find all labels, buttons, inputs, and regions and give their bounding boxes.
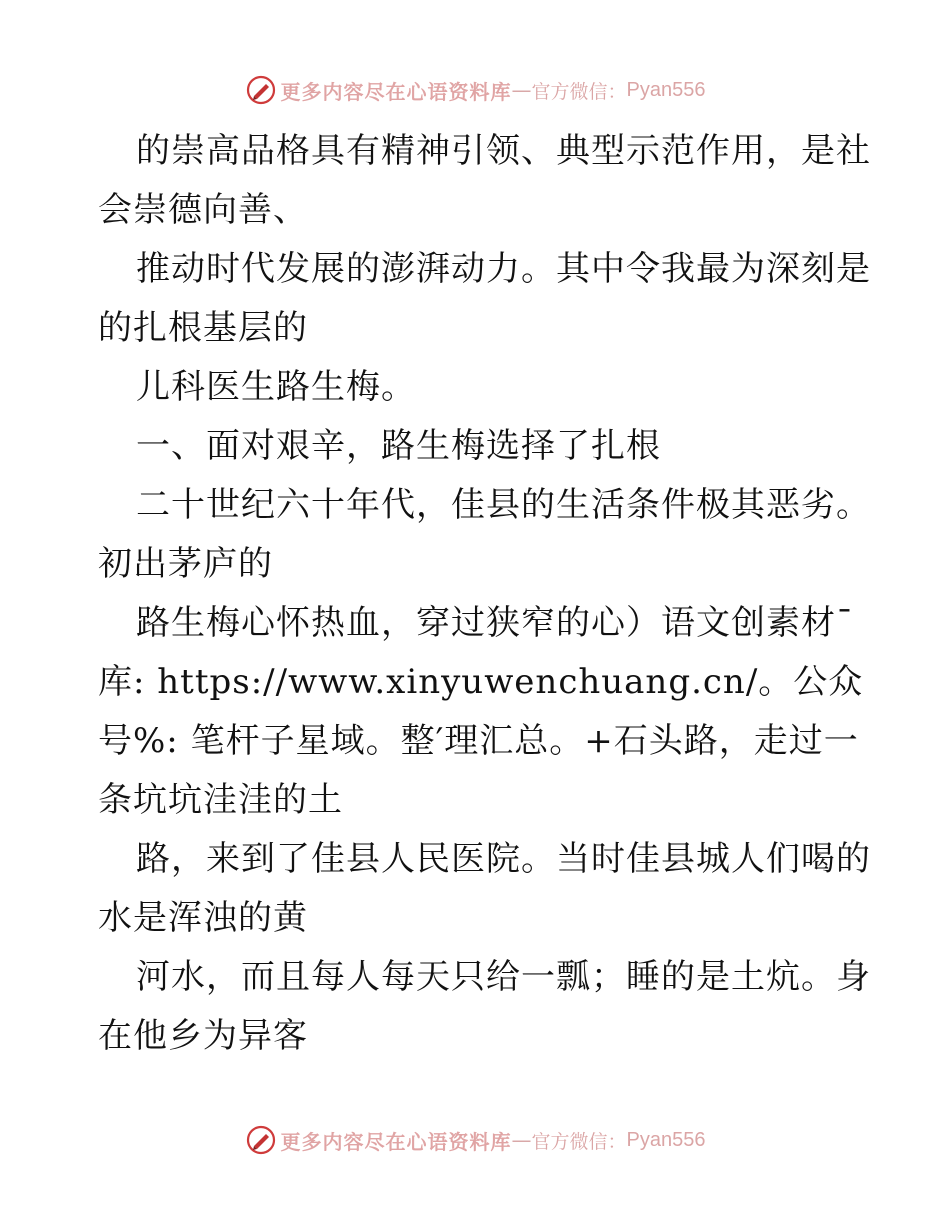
text-line: 水是浑浊的黄: [98, 898, 308, 938]
text-line: 号%: 笔杆子星域。整′理汇总。+石头路，走过一: [98, 721, 859, 761]
text-line: 推动时代发展的澎湃动力。其中令我最为深刻是: [136, 249, 871, 289]
text-line: 路生梅心怀热血，穿过狭窄的心）语文创素材¯: [136, 603, 854, 643]
text-line: 路，来到了佳县人民医院。当时佳县城人们喝的: [136, 839, 871, 879]
watermark-brand: 更多内容尽在心语资料库: [280, 79, 512, 104]
pen-logo-icon: [245, 74, 277, 106]
watermark-separator: —: [511, 1128, 532, 1152]
text-line: 二十世纪六十年代，佳县的生活条件极其恶劣。: [136, 485, 871, 525]
text-line: 的扎根基层的: [98, 308, 308, 348]
text-line: 河水，而且每人每天只给一瓢；睡的是土炕。身: [136, 957, 871, 997]
text-line: 会崇德向善、: [98, 190, 308, 230]
watermark-separator: —: [511, 78, 532, 102]
text-line: 的崇高品格具有精神引领、典型示范作用，是社: [136, 131, 871, 171]
document-body: [98, 122, 871, 1066]
text-line: 在他乡为异客: [98, 1016, 308, 1056]
watermark-contact-label: 官方微信：: [531, 1130, 627, 1153]
text-line: 儿科医生路生梅。: [136, 367, 416, 407]
header-watermark: [0, 70, 950, 110]
text-line: 条坑坑洼洼的土: [98, 780, 343, 820]
text-line: 初出茅庐的: [98, 544, 273, 584]
watermark-handle: Pyan556: [626, 1128, 706, 1151]
watermark-handle: Pyan556: [626, 78, 706, 101]
watermark-contact-label: 官方微信：: [531, 80, 627, 103]
footer-watermark: [0, 1120, 950, 1160]
section-heading: 一、面对艰辛，路生梅选择了扎根: [136, 426, 661, 466]
watermark-brand: 更多内容尽在心语资料库: [280, 1129, 512, 1154]
text-line: 库: https://www.xinyuwenchuang.cn/。公众: [98, 662, 864, 702]
pen-logo-icon: [245, 1124, 277, 1156]
